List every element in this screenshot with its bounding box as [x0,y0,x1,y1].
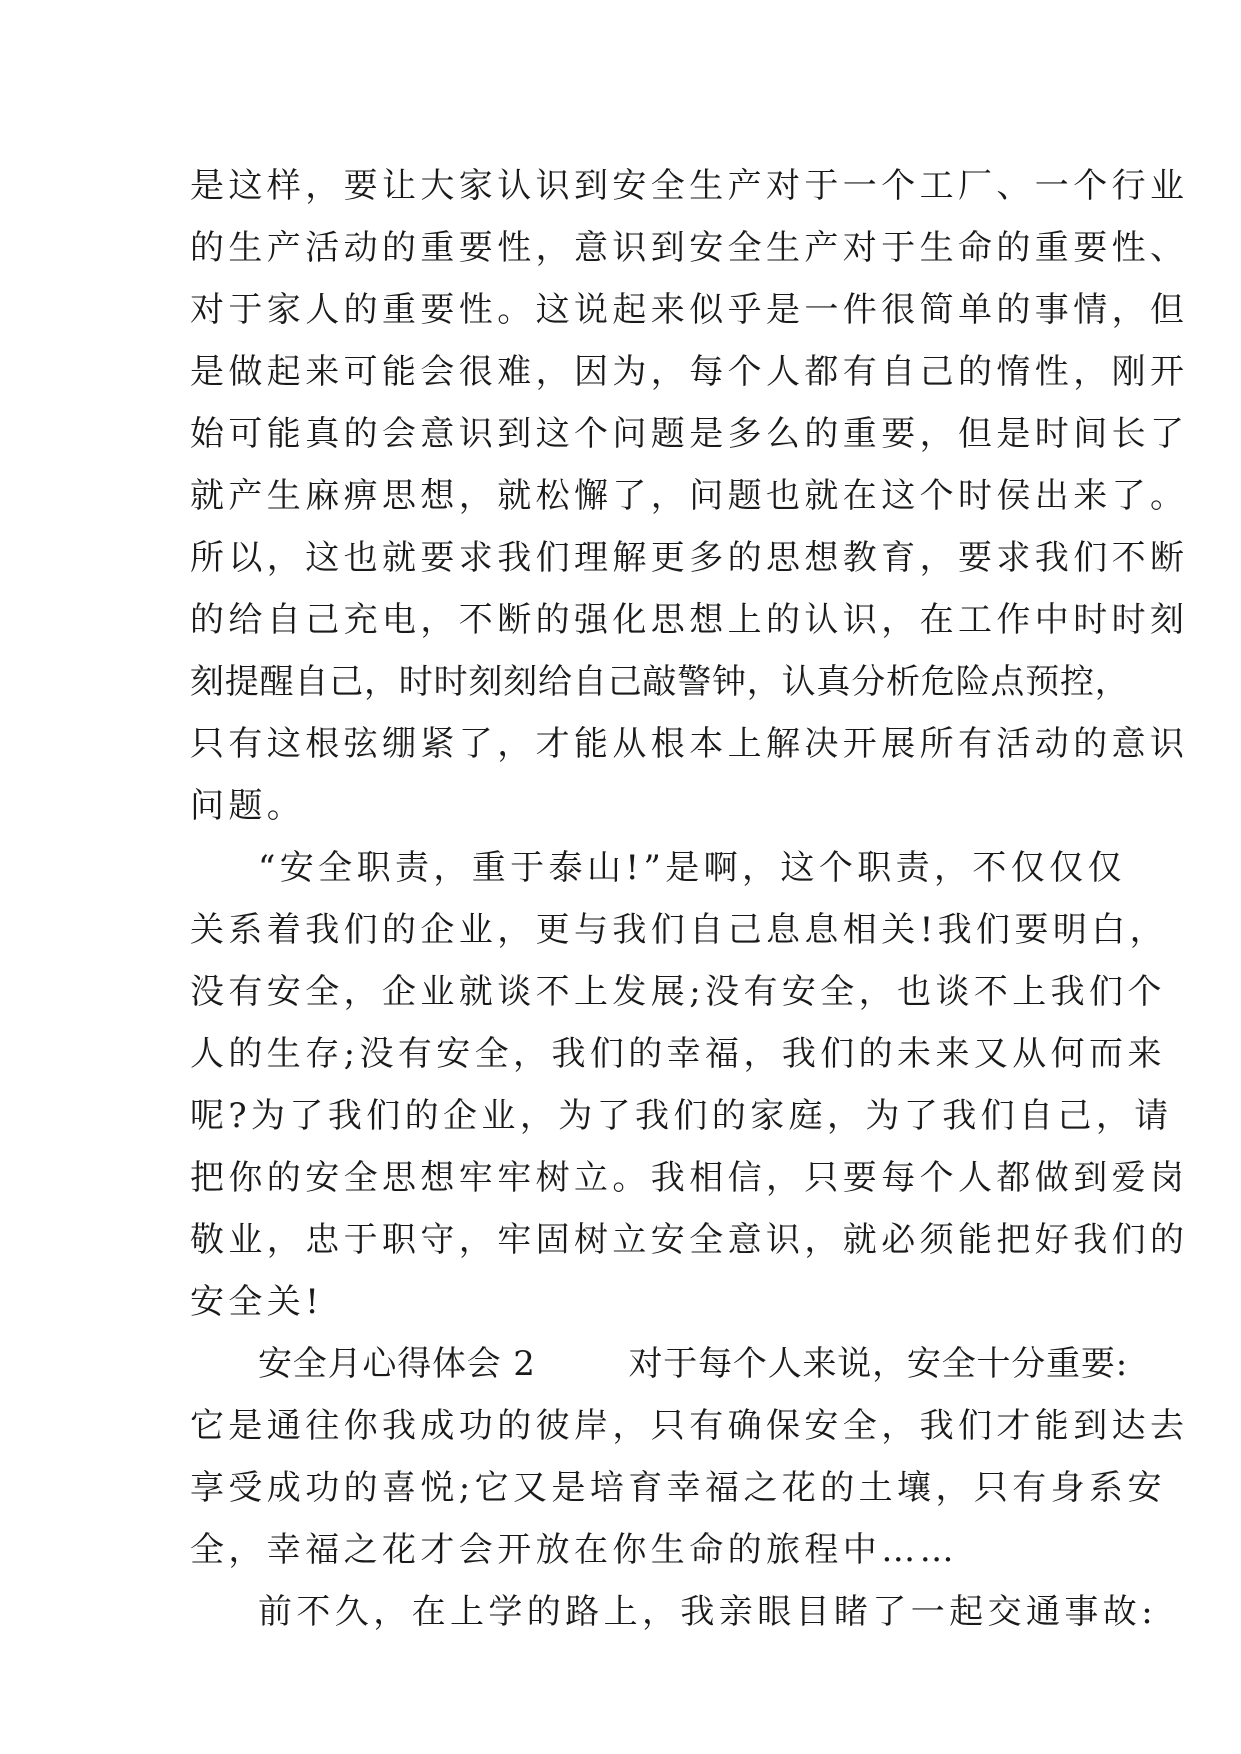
text-line: 没有安全，企业就谈不上发展;没有安全，也谈不上我们个 [190,972,1166,1012]
text-line: 敬业，忠于职守，牢固树立安全意识，就必须能把好我们的 [190,1220,1189,1260]
text-line: 是这样，要让大家认识到安全生产对于一个工厂、一个行业 [190,166,1189,206]
text-line: 问题。 [190,786,306,826]
text-line: 安全月心得体会 2 对于每个人来说，安全十分重要: [258,1344,1128,1384]
paragraph-1 [190,155,1189,837]
text-line: 刻提醒自己，时时刻刻给自己敲警钟，认真分析危险点预控， [190,662,1130,702]
text-line: 享受成功的喜悦;它又是培育幸福之花的土壤，只有身系安 [190,1468,1166,1508]
text-line: 全，幸福之花才会开放在你生命的旅程中…… [190,1530,958,1570]
text-line: “安全职责，重于泰山!”是啊，这个职责，不仅仅仅 [258,848,1127,888]
text-line: 呢?为了我们的企业，为了我们的家庭，为了我们自己，请 [190,1096,1173,1136]
text-line: 把你的安全思想牢牢树立。我相信，只要每个人都做到爱岗 [190,1158,1189,1198]
document-body [190,155,1189,1643]
text-line: 关系着我们的企业，更与我们自己息息相关!我们要明白， [190,910,1169,950]
paragraph-4 [190,1581,1158,1643]
text-line: 所以，这也就要求我们理解更多的思想教育，要求我们不断 [190,538,1189,578]
text-line: 的生产活动的重要性，意识到安全生产对于生命的重要性、 [190,228,1189,268]
text-line: 对于家人的重要性。这说起来似乎是一件很简单的事情，但 [190,290,1189,330]
paragraph-2 [190,837,1189,1333]
text-line: 始可能真的会意识到这个问题是多么的重要，但是时间长了 [190,414,1189,454]
text-line: 只有这根弦绷紧了，才能从根本上解决开展所有活动的意识 [190,724,1189,764]
text-line: 是做起来可能会很难，因为，每个人都有自己的惰性，刚开 [190,352,1189,392]
text-line: 安全关! [190,1282,324,1322]
text-line: 的给自己充电，不断的强化思想上的认识，在工作中时时刻 [190,600,1189,640]
text-line: 就产生麻痹思想，就松懈了，问题也就在这个时侯出来了。 [190,476,1189,516]
paragraph-3 [190,1333,1189,1581]
text-line: 它是通往你我成功的彼岸，只有确保安全，我们才能到达去 [190,1406,1189,1446]
text-line: 人的生存;没有安全，我们的幸福，我们的未来又从何而来 [190,1034,1166,1074]
text-line: 前不久，在上学的路上，我亲眼目睹了一起交通事故: [258,1592,1158,1632]
